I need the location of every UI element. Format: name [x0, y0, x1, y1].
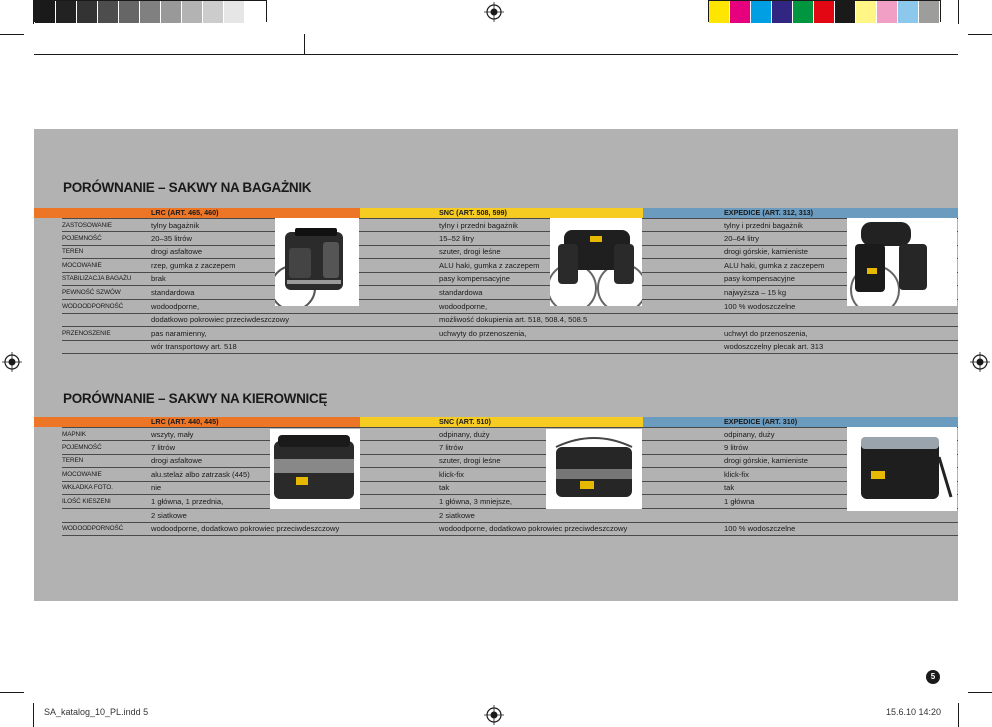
cell-value: 20–64 litry [724, 233, 760, 243]
crop-mark [958, 703, 959, 727]
cell-value: szuter, drogi leśne [439, 247, 501, 257]
row-label: PRZENOSZENIE [62, 329, 111, 337]
color-swatch [224, 1, 245, 23]
cell-value: drogi górskie, kamieniste [724, 247, 808, 257]
cell-value: wodoszczelny plecak art. 313 [724, 342, 824, 352]
table-row [62, 522, 958, 536]
cell-value: pasy kompensacyjne [439, 274, 510, 284]
product-name: EXPEDICE (ART. 310) [724, 417, 798, 426]
crop-mark [33, 0, 34, 24]
header-rule [34, 54, 958, 55]
color-bar [708, 0, 941, 22]
cell-value: szuter, drogi leśne [439, 456, 501, 466]
cell-value: 100 % wodoszczelne [724, 524, 796, 534]
cell-value: uchwyty do przenoszenia, [439, 328, 527, 338]
color-swatch [203, 1, 224, 23]
footer-filename: SA_katalog_10_PL.indd 5 [44, 707, 149, 717]
product-header [34, 208, 360, 218]
row-label: MOCOWANIE [62, 261, 102, 269]
cell-value: drogi asfaltowe [151, 247, 203, 257]
color-swatch [98, 1, 119, 23]
row-label: MAPNIK [62, 431, 86, 438]
color-swatch [856, 1, 877, 23]
product-name: SNC (ART. 508, 599) [439, 208, 507, 217]
product-header [643, 208, 958, 218]
cell-value: 100 % wodoszczelne [724, 301, 796, 311]
cell-value: najwyższa – 15 kg [724, 288, 787, 297]
pannier-bag-photo [847, 218, 957, 306]
cell-value: alu.stelaż albo zatrzask (445) [151, 469, 250, 479]
handlebar-bag-photo [847, 427, 957, 511]
cell-value: 2 siatkowe [151, 510, 187, 520]
cell-value: nie [151, 483, 162, 493]
color-swatch [877, 1, 898, 23]
table-row [62, 495, 958, 509]
cell-value: 1 główna [724, 497, 755, 506]
handlebar-bag-photo [270, 429, 360, 509]
pannier-bag-photo [275, 218, 359, 306]
product-header [34, 417, 360, 427]
registration-mark-icon [970, 352, 990, 372]
row-label: MOCOWANIE [62, 470, 102, 478]
cell-value: pasy kompensacyjne [724, 274, 795, 284]
cell-value: możliwość dokupienia art. 518, 508.4, 508.5 [439, 315, 588, 325]
cell-value: 1 główna, 3 mniejsze, [439, 497, 513, 506]
handlebar-bag-photo [546, 429, 642, 509]
cell-value: wszyty, mały [151, 430, 194, 439]
color-swatch [119, 1, 140, 23]
color-swatch [709, 1, 730, 23]
cell-value: wór transportowy art. 518 [151, 342, 237, 352]
registration-mark-icon [484, 705, 504, 725]
cell-value: ALU haki, gumka z zaczepem [439, 260, 540, 270]
cell-value: tylny bagażnik [151, 221, 200, 230]
row-label: ZASTOSOWANIE [62, 222, 112, 229]
footer-datetime: 15.6.10 14:20 [886, 707, 942, 717]
cell-value: klick-fix [439, 469, 464, 479]
table-row [62, 245, 958, 259]
cell-value: drogi górskie, kamieniste [724, 456, 808, 466]
table-row [62, 218, 958, 232]
color-swatch [814, 1, 835, 23]
color-swatch [161, 1, 182, 23]
cell-value: wodoodporne, dodatkowo pokrowiec przeciwdeszczowy [151, 524, 340, 534]
table-row [62, 300, 958, 314]
cell-value: 2 siatkowe [439, 510, 475, 520]
color-swatch [182, 1, 203, 23]
section-title-rack-bags: PORÓWNANIE – SAKWY NA BAGAŻNIK [63, 180, 312, 195]
cell-value: 7 litrów [151, 442, 176, 452]
row-label: TEREN [62, 457, 84, 465]
product-name: LRC (ART. 465, 460) [151, 208, 219, 217]
table-row [62, 441, 958, 455]
color-swatch [835, 1, 856, 23]
crop-mark [968, 692, 992, 693]
color-swatch [35, 1, 56, 23]
cell-value: wodoodporne, dodatkowo pokrowiec przeciwdeszczowy [439, 524, 628, 534]
row-label: WODOODPORNOŚĆ [62, 302, 124, 310]
color-swatch [751, 1, 772, 23]
product-header [360, 208, 643, 218]
cell-value: standardowa [151, 288, 195, 297]
color-swatch [56, 1, 77, 23]
cell-value: 15–52 litry [439, 233, 475, 243]
cell-value: klick-fix [724, 469, 749, 479]
cell-value: 9 litrów [724, 442, 749, 452]
row-label: ILOŚĆ KIESZENI [62, 498, 111, 505]
cell-value: rzep, gumka z zaczepem [151, 260, 236, 270]
color-swatch [140, 1, 161, 23]
crop-mark [33, 703, 34, 727]
cell-value: tak [439, 483, 450, 493]
cell-value: tylny i przedni bagażnik [724, 221, 803, 230]
cell-value: dodatkowo pokrowiec przeciwdeszczowy [151, 315, 290, 325]
table-row [62, 259, 958, 273]
pannier-bag-photo [550, 218, 642, 306]
product-name: EXPEDICE (ART. 312, 313) [724, 208, 814, 217]
table-row [62, 509, 958, 523]
table-row [62, 454, 958, 468]
color-swatch [245, 1, 266, 23]
table-row [62, 313, 958, 327]
table-row [62, 327, 958, 341]
color-swatch [919, 1, 940, 23]
table-row [62, 468, 958, 482]
color-swatch [898, 1, 919, 23]
cell-value: drogi asfaltowe [151, 456, 203, 466]
color-swatch [793, 1, 814, 23]
cell-value: odpinany, duży [439, 430, 490, 439]
page-number-badge: 5 [926, 670, 940, 684]
row-label: TEREN [62, 248, 84, 256]
table-row [62, 232, 958, 246]
row-label: STABILIZACJA BAGAŻU [62, 275, 132, 283]
cell-value: ALU haki, gumka z zaczepem [724, 260, 825, 270]
grayscale-bar [34, 0, 267, 22]
registration-mark-icon [484, 2, 504, 22]
row-label: WODOODPORNOŚĆ [62, 525, 124, 533]
crop-mark [0, 692, 24, 693]
cell-value: tak [724, 483, 735, 493]
registration-mark-icon [2, 352, 22, 372]
cell-value: brak [151, 274, 166, 284]
cell-value: pas naramienny, [151, 328, 207, 338]
table-row [62, 272, 958, 286]
crop-mark [968, 34, 992, 35]
cell-value: 20–35 litrów [151, 233, 192, 243]
cell-value: wodoodporne, [439, 301, 488, 311]
cell-value: tylny i przedni bagażnik [439, 221, 518, 230]
product-header [360, 417, 643, 427]
product-name: SNC (ART. 510) [439, 417, 491, 426]
color-swatch [730, 1, 751, 23]
row-label: WKŁADKA FOTO. [62, 484, 113, 492]
cell-value: wodoodporne, [151, 301, 200, 311]
cell-value: odpinany, duży [724, 430, 775, 439]
row-label: POJEMNOŚĆ [62, 234, 102, 242]
table-row [62, 340, 958, 354]
cell-value: uchwyt do przenoszenia, [724, 328, 808, 338]
cell-value: 1 główna, 1 przednia, [151, 497, 224, 506]
color-swatch [77, 1, 98, 23]
row-label: POJEMNOŚĆ [62, 443, 102, 451]
color-swatch [772, 1, 793, 23]
crop-mark [0, 34, 24, 35]
cell-value: standardowa [439, 288, 483, 297]
table-row [62, 427, 958, 441]
cell-value: 7 litrów [439, 442, 464, 452]
section-title-handlebar-bags: PORÓWNANIE – SAKWY NA KIEROWNICĘ [63, 391, 328, 406]
row-label: PEWNOŚĆ SZWÓW [62, 289, 121, 296]
header-tick [304, 34, 305, 54]
table-row [62, 481, 958, 495]
crop-mark [958, 0, 959, 24]
table-row [62, 286, 958, 300]
product-header [643, 417, 958, 427]
product-name: LRC (ART. 440, 445) [151, 417, 219, 426]
